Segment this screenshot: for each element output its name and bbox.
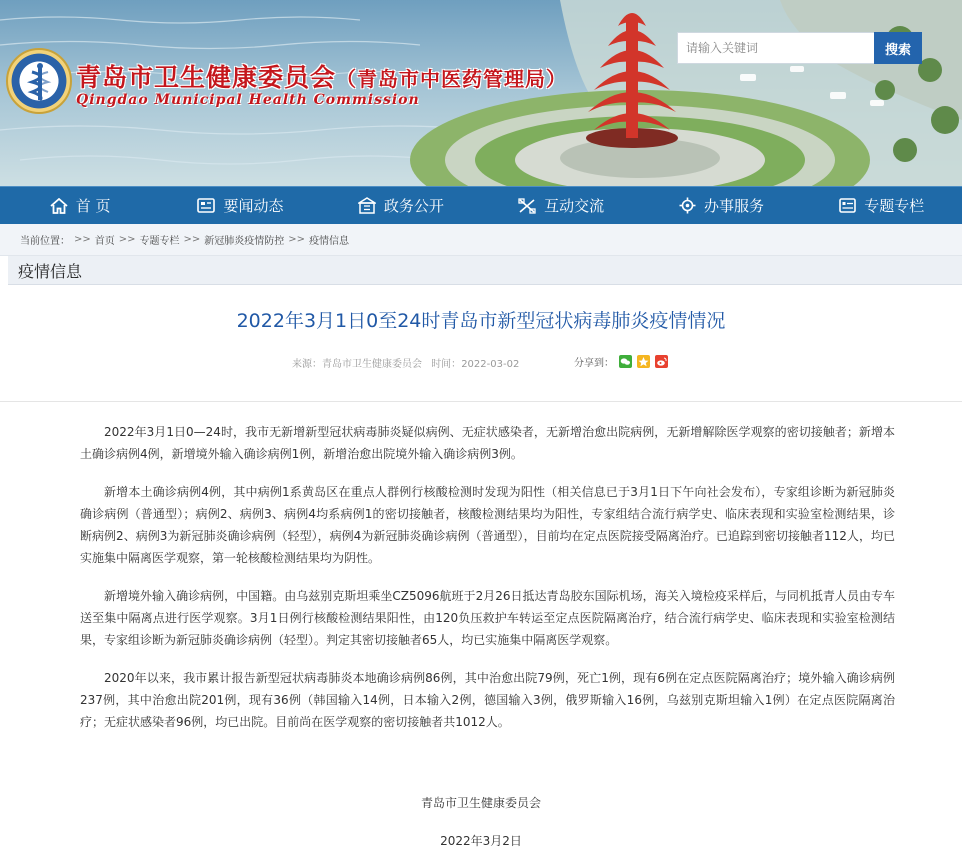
breadcrumb-item-covid[interactable]: 新冠肺炎疫情防控 (204, 236, 285, 247)
share-label: 分享到： (574, 358, 614, 369)
article-source: 青岛市卫生健康委员会 (322, 359, 422, 370)
gov-icon (358, 197, 376, 214)
source-label: 来源： (292, 359, 322, 370)
time-label: 时间： (431, 359, 462, 370)
service-icon (679, 197, 696, 214)
weibo-share-icon[interactable] (655, 355, 668, 368)
article-paragraph: 新增本土确诊病例4例，其中病例1系黄岛区在重点人群例行核酸检测时发现为阳性（相关信息已于3月1日下午向社会发布），专家组诊断为新冠肺炎确诊病例（普通型）；病例2、病例3、病例4均系病例1的密切接触者，核酸检测结果均为阳性，专家组结合流行病学史、临床表现和实验室检测结果，诊断病例2、病例3为新冠肺炎确诊病例（轻型），病例4为新冠肺炎确诊病例（普通型），目前均在定点医院接受隔离治疗。已追踪到密切接触者112人，均已实施集中隔离医学观察，第一轮核酸检测结果均为阴性。 (80, 485, 895, 565)
nav-label: 专题专栏 (864, 197, 925, 215)
nav-item-topic[interactable] (802, 187, 962, 224)
news-icon (197, 198, 215, 213)
nav-item-service[interactable] (641, 187, 801, 224)
breadcrumb (0, 224, 962, 256)
breadcrumb-prefix: 当前位置： (20, 236, 70, 247)
caduceus-icon (22, 62, 58, 102)
interact-icon (518, 198, 536, 214)
signature-org: 青岛市卫生健康委员会 (420, 796, 541, 810)
nav-item-news[interactable] (160, 187, 320, 224)
breadcrumb-item-info[interactable]: 疫情信息 (309, 236, 350, 247)
breadcrumb-separator: >> (288, 234, 306, 245)
site-title-english: Qingdao Municipal Health Commission (76, 92, 420, 108)
article-paragraph: 2022年3月1日0—24时，我市无新增新型冠状病毒肺炎疑似病例、无症状感染者，无新增治愈出院病例，无新增解除医学观察的密切接触者；新增本土确诊病例4例，新增境外输入确诊病例1例，新增治愈出院境外输入确诊病例3例。 (80, 425, 895, 461)
article-paragraph: 新增境外输入确诊病例，中国籍。由乌兹别克斯坦乘坐CZ5096航班于2月26日抵达青岛胶东国际机场，海关入境检疫采样后，与同机抵青人员由专车送至集中隔离点进行医学观察。3月1日例行核酸检测结果阳性，由120负压救护车转运至定点医院隔离治疗，结合流行病学史、临床表现和实验室检测结果，专家组诊断为新冠肺炎确诊病例（轻型）。判定其密切接触者65人，均已实施集中隔离医学观察。 (80, 589, 895, 647)
topic-icon (839, 198, 856, 213)
search-input[interactable] (677, 32, 875, 64)
nav-label: 政务公开 (383, 197, 444, 215)
breadcrumb-separator: >> (118, 234, 136, 245)
search-button[interactable]: 搜索 (874, 32, 922, 64)
nav-label: 首 页 (75, 197, 111, 215)
commission-logo[interactable] (6, 48, 72, 114)
breadcrumb-item-home[interactable]: 首页 (94, 236, 115, 247)
article-body (80, 421, 895, 749)
article-paragraph: 2020年以来，我市累计报告新型冠状病毒肺炎本地确诊病例86例，其中治愈出院79例，死亡1例，现有6例在定点医院隔离治疗；境外输入确诊病例237例，其中治愈出院201例，现有36例（韩国输入14例，日本输入2例，德国输入3例，俄罗斯输入16例，乌兹别克斯坦输入1例）在定点医院隔离治疗；无症状感染者96例，均已出院。目前尚在医学观察的密切接触者共1012人。 (80, 671, 895, 729)
section-title: 疫情信息 (18, 261, 83, 281)
header-banner (0, 0, 962, 186)
nav-item-gov[interactable] (321, 187, 481, 224)
nav-item-interact[interactable] (481, 187, 641, 224)
nav-label: 办事服务 (703, 197, 764, 215)
breadcrumb-separator: >> (74, 234, 91, 245)
breadcrumb-item-topics[interactable]: 专题专栏 (139, 236, 180, 247)
nav-item-home[interactable] (0, 187, 160, 224)
site-title-sub: （青岛市中医药管理局） (336, 67, 568, 91)
site-title[interactable] (76, 58, 567, 94)
breadcrumb-separator: >> (183, 234, 201, 245)
meta-divider (0, 401, 962, 402)
nav-label: 互动交流 (544, 197, 605, 215)
nav-label: 要闻动态 (223, 197, 284, 215)
share-bar (574, 354, 668, 369)
wechat-share-icon[interactable] (619, 355, 632, 368)
section-header (8, 256, 962, 285)
article-time: 2022-03-02 (461, 359, 520, 370)
main-nav (0, 186, 962, 224)
signature-date: 2022年3月2日 (440, 834, 522, 848)
article-title: 2022年3月1日0至24时青岛市新型冠状病毒肺炎疫情情况 (236, 310, 726, 332)
home-icon (50, 198, 68, 214)
article-meta (292, 355, 519, 370)
site-title-main: 青岛市卫生健康委员会 (76, 63, 337, 92)
qzone-share-icon[interactable] (637, 355, 650, 368)
